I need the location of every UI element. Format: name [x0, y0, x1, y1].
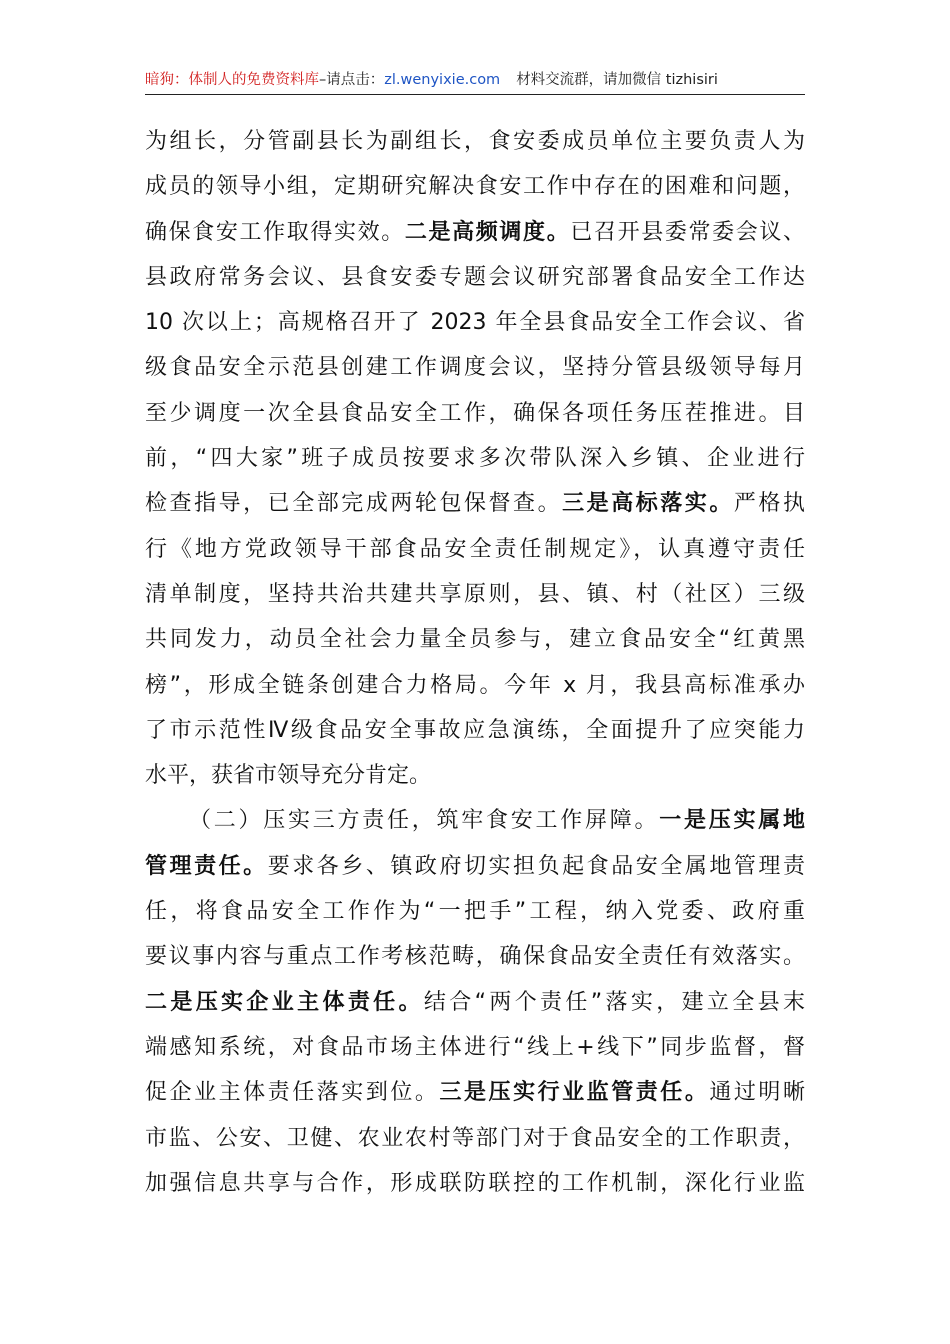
- section-heading-line: （二）压实三方责任，筑牢食安工作屏障。一是压实属地: [189, 808, 805, 834]
- header-site-name: 暗狗：体制人的免费资料库: [145, 72, 319, 88]
- text-line: 成员的领导小组，定期研究解决食安工作中存在的困难和问题，: [145, 174, 805, 200]
- text-line: 二是压实企业主体责任。结合“两个责任”落实，建立全县末: [145, 989, 805, 1015]
- header-wechat-note: 材料交流群，请加微信 tizhisiri: [516, 72, 718, 88]
- header-url-link[interactable]: zl.wenyixie.com: [384, 72, 501, 88]
- bold-heading: 三是高标落实。: [562, 491, 734, 517]
- document-body: [145, 119, 805, 1206]
- bold-heading: 三是压实行业监管责任。: [439, 1080, 710, 1106]
- text-line: 清单制度，坚持共治共建共享原则，县、镇、村（社区）三级: [145, 581, 805, 607]
- text-line: 水平，获省市领导充分肯定。: [145, 763, 432, 789]
- text-line: 检查指导，已全部完成两轮包保督查。三是高标落实。严格执: [145, 491, 805, 517]
- text-line: 确保食安工作取得实效。二是高频调度。已召开县委常委会议、: [145, 219, 805, 245]
- text-line: 加强信息共享与合作，形成联防联控的工作机制，深化行业监: [145, 1170, 805, 1196]
- text-line: 市监、公安、卫健、农业农村等部门对于食品安全的工作职责，: [145, 1125, 805, 1151]
- text-line: 促企业主体责任落实到位。三是压实行业监管责任。通过明晰: [145, 1080, 805, 1106]
- text-line: 至少调度一次全县食品安全工作，确保各项任务压茬推进。目: [145, 400, 805, 426]
- text-line: 端感知系统，对食品市场主体进行“线上+线下”同步监督，督: [145, 1034, 805, 1060]
- bold-heading: 二是压实企业主体责任。: [145, 989, 424, 1015]
- header-click-prompt: –请点击：: [319, 72, 385, 88]
- text-line: 级食品安全示范县创建工作调度会议，坚持分管县级领导每月: [145, 355, 805, 381]
- text-line: 榜”，形成全链条创建合力格局。今年 x 月，我县高标准承办: [145, 672, 805, 698]
- bold-heading: 管理责任。: [145, 853, 268, 879]
- text-line: 了市示范性Ⅳ级食品安全事故应急演练，全面提升了应突能力: [145, 717, 805, 743]
- text-line: 管理责任。要求各乡、镇政府切实担负起食品安全属地管理责: [145, 853, 805, 879]
- page-header: [145, 66, 805, 95]
- text-line: 为组长，分管副县长为副组长，食安委成员单位主要负责人为: [145, 129, 805, 154]
- text-line: 要议事内容与重点工作考核范畴，确保食品安全责任有效落实。: [145, 944, 805, 970]
- bold-heading: 二是高频调度。: [404, 219, 571, 245]
- text-line: 10 次以上；高规格召开了 2023 年全县食品安全工作会议、省: [145, 310, 805, 336]
- text-line: 共同发力，动员全社会力量全员参与，建立食品安全“红黄黑: [145, 627, 805, 653]
- bold-heading: 一是压实属地: [659, 808, 805, 834]
- text-line: 行《地方党政领导干部食品安全责任制规定》，认真遵守责任: [145, 536, 805, 562]
- text-line: 前，“四大家”班子成员按要求多次带队深入乡镇、企业进行: [145, 446, 805, 472]
- text-line: 县政府常务会议、县食安委专题会议研究部署食品安全工作达: [145, 264, 805, 290]
- text-line: 任，将食品安全工作作为“一把手”工程，纳入党委、政府重: [145, 899, 805, 925]
